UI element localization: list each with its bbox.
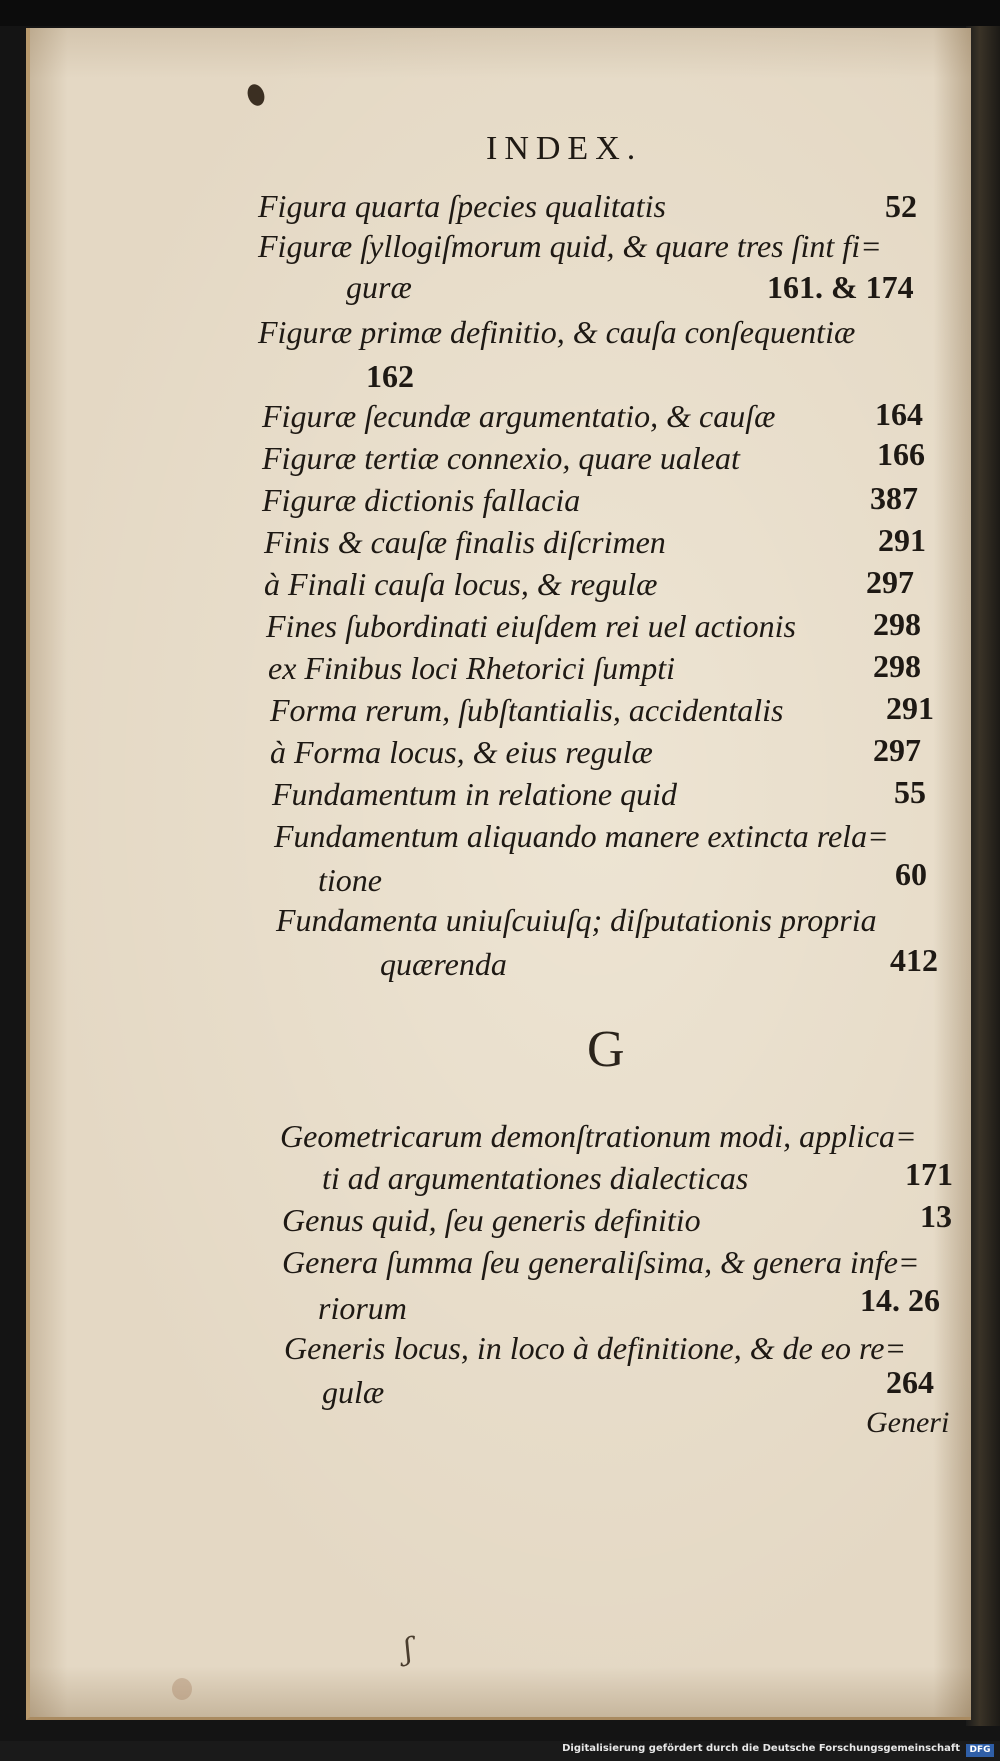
index-entry-continuation: tione bbox=[318, 862, 382, 898]
index-entry-text: Fundamentum aliquando manere extincta rela= bbox=[274, 818, 889, 854]
index-entry-text: Figuræ primæ definitio, & cauſa conſequentiæ bbox=[258, 314, 856, 350]
credit-text: Digitalisierung gefördert durch die Deutsche Forschungsgemeinschaft bbox=[562, 1743, 960, 1754]
index-entry-text: Finis & cauſæ finalis diſcrimen bbox=[264, 524, 666, 560]
index-entry-page: 52 bbox=[885, 188, 917, 224]
index-entry-page: 60 bbox=[895, 856, 927, 892]
index-entry-page: 14. 26 bbox=[860, 1282, 940, 1318]
index-entry-page: 164 bbox=[875, 396, 923, 432]
index-entry-page: 297 bbox=[873, 732, 921, 768]
ink-blot bbox=[245, 82, 268, 108]
index-entry-continuation: riorum bbox=[318, 1290, 407, 1326]
index-entry-page: 162 bbox=[366, 358, 414, 394]
index-entry-text: Figuræ ſyllogiſmorum quid, & quare tres ſint fi= bbox=[258, 228, 882, 264]
index-entry-continuation: gulæ bbox=[322, 1374, 385, 1410]
dfg-logo-icon: DFG bbox=[966, 1744, 994, 1757]
section-letter: G bbox=[587, 1021, 625, 1078]
index-entry-page: 412 bbox=[890, 942, 938, 978]
index-entry-continuation: ti ad argumentationes dialecticas bbox=[322, 1160, 749, 1196]
index-entry-text: à Finali cauſa locus, & regulæ bbox=[264, 566, 658, 602]
index-entry-continuation: quærenda bbox=[380, 946, 507, 982]
index-entry-page: 298 bbox=[873, 648, 921, 684]
index-entry-page: 298 bbox=[873, 606, 921, 642]
index-entry-page: 166 bbox=[877, 436, 925, 472]
index-entry-text: Forma rerum, ſubſtantialis, accidentalis bbox=[270, 692, 784, 728]
running-head: INDEX. bbox=[486, 130, 643, 167]
index-entry-text: ex Finibus loci Rhetorici ſumpti bbox=[268, 650, 676, 686]
ink-mark-icon: ʃ bbox=[401, 1631, 415, 1668]
stain-mark bbox=[172, 1678, 192, 1700]
index-entry-page: 387 bbox=[870, 480, 918, 516]
digitization-credit-bar bbox=[0, 1741, 1000, 1761]
index-entry-page: 264 bbox=[886, 1364, 934, 1400]
index-entry-text: Genus quid, ſeu generis definitio bbox=[282, 1202, 701, 1238]
index-entry-text: Figura quarta ſpecies qualitatis bbox=[258, 188, 666, 224]
index-entry-page: 291 bbox=[878, 522, 926, 558]
page-edge bbox=[966, 26, 1000, 1726]
index-entry-page: 297 bbox=[866, 564, 914, 600]
index-entry-page: 13 bbox=[920, 1198, 952, 1234]
index-entry-text: Fines ſubordinati eiuſdem rei uel actionis bbox=[266, 608, 796, 644]
index-entry-page: 55 bbox=[894, 774, 926, 810]
index-entry-text: Geometricarum demonſtrationum modi, applica= bbox=[280, 1118, 917, 1154]
index-entry-text: à Forma locus, & eius regulæ bbox=[270, 734, 653, 770]
scan-top-border bbox=[0, 0, 1000, 26]
index-entry-continuation: guræ bbox=[346, 269, 412, 305]
catchword: Generi bbox=[866, 1406, 950, 1439]
index-entry-text: Generis locus, in loco à definitione, & de eo re= bbox=[284, 1330, 907, 1366]
index-entry-text: Figuræ dictionis fallacia bbox=[262, 482, 581, 518]
index-entry-text: Fundamenta uniuſcuiuſq; diſputationis propria bbox=[276, 902, 877, 938]
index-entry-text: Fundamentum in relatione quid bbox=[272, 776, 677, 812]
index-entry-page: 171 bbox=[905, 1156, 953, 1192]
index-entry-text: Genera ſumma ſeu generaliſsima, & genera infe= bbox=[282, 1244, 920, 1280]
index-entry-page: 161. & 174 bbox=[767, 269, 914, 305]
index-entry-text: Figuræ ſecundæ argumentatio, & cauſæ bbox=[262, 398, 776, 434]
index-entry-page: 291 bbox=[886, 690, 934, 726]
index-entry-text: Figuræ tertiæ connexio, quare ualeat bbox=[262, 440, 740, 476]
